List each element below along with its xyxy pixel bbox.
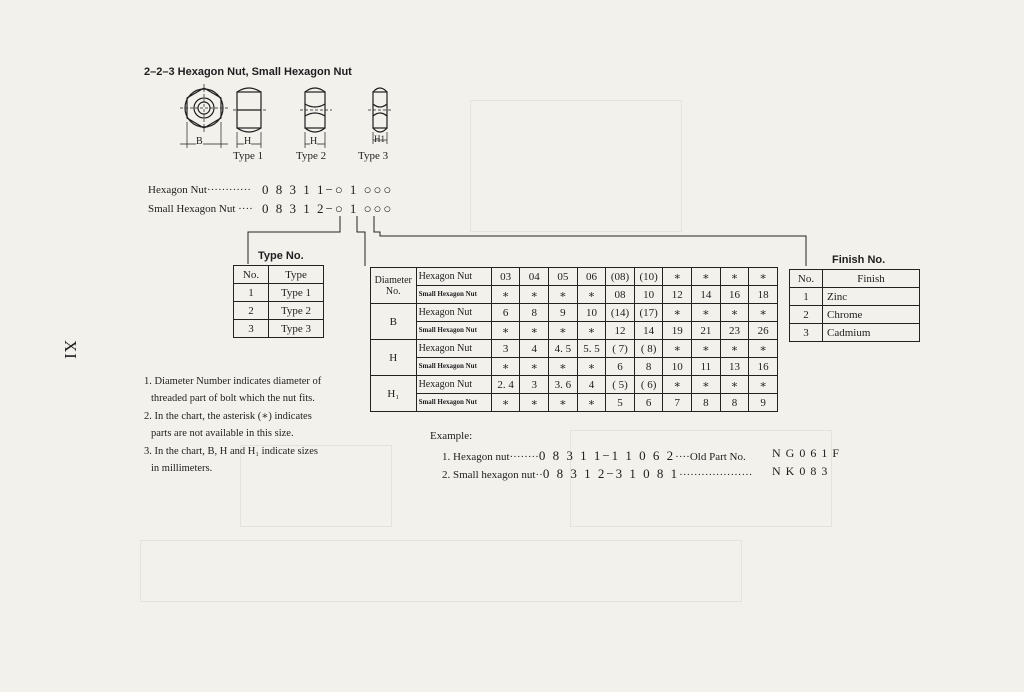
diameter-table: [370, 267, 778, 412]
section-title: 2–2–3 Hexagon Nut, Small Hexagon Nut: [144, 66, 352, 78]
finish-no-cell: 1: [790, 288, 823, 306]
diameter-cell: ∗: [520, 358, 549, 376]
diameter-cell: 18: [749, 286, 778, 304]
diameter-cell: 3. 6: [549, 376, 578, 394]
hexagon-nut-code-label: Hexagon Nut············: [148, 184, 251, 196]
diameter-cell: ∗: [692, 304, 721, 322]
diameter-cell: ∗: [549, 286, 578, 304]
small-hexagon-nut-row-label: Small Hexagon Nut: [416, 358, 491, 376]
small-hexagon-nut-row-label: Small Hexagon Nut: [416, 286, 491, 304]
note-3b: in millimeters.: [151, 463, 213, 474]
example-1-code: 0 8 3 1 1−1 1 0 6 2: [538, 448, 676, 463]
diameter-cell: ∗: [663, 304, 692, 322]
type-no-cell: 2: [234, 302, 269, 320]
hexagon-nut-row-label: Hexagon Nut: [416, 268, 491, 286]
finish-table: [789, 269, 920, 342]
diameter-cell: 14: [634, 322, 663, 340]
type-table-header: [234, 266, 324, 284]
diameter-cell: ∗: [663, 340, 692, 358]
diameter-cell: ∗: [749, 304, 778, 322]
small-hexagon-nut-row-label: Small Hexagon Nut: [416, 394, 491, 412]
table-row: [234, 320, 324, 338]
diameter-cell: ∗: [577, 286, 606, 304]
diameter-cell: 9: [549, 304, 578, 322]
diameter-cell: 5. 5: [577, 340, 606, 358]
diameter-cell: 04: [520, 268, 549, 286]
small-hexagon-nut-row-label: Small Hexagon Nut: [416, 322, 491, 340]
table-row: [790, 324, 920, 342]
table-row: [371, 322, 778, 340]
diameter-cell: ( 6): [634, 376, 663, 394]
hexagon-nut-row-label: Hexagon Nut: [416, 376, 491, 394]
diameter-cell: ∗: [520, 286, 549, 304]
dimension-group-label: H: [371, 340, 417, 376]
diameter-cell: ∗: [491, 286, 520, 304]
diameter-cell: 4. 5: [549, 340, 578, 358]
diameter-cell: ∗: [749, 376, 778, 394]
diameter-cell: 06: [577, 268, 606, 286]
diameter-cell: 12: [663, 286, 692, 304]
diameter-cell: (08): [606, 268, 635, 286]
diameter-cell: ∗: [663, 268, 692, 286]
diameter-cell: ∗: [549, 322, 578, 340]
table-row: [371, 268, 778, 286]
diameter-cell: 23: [720, 322, 749, 340]
dim-h1-type3: H1: [374, 134, 385, 144]
diameter-cell: ∗: [692, 340, 721, 358]
table-row: [234, 302, 324, 320]
note-3a: 3. In the chart, B, H and H₁ indicate sizes: [144, 446, 318, 457]
diameter-cell: ∗: [577, 358, 606, 376]
type-table-header-no: No.: [234, 266, 269, 284]
table-row: [234, 284, 324, 302]
diameter-cell: ∗: [549, 358, 578, 376]
finish-no-cell: 2: [790, 306, 823, 324]
diameter-cell: ∗: [692, 268, 721, 286]
hexagon-nut-row-label: Hexagon Nut: [416, 340, 491, 358]
finish-table-title: Finish No.: [832, 254, 886, 266]
finish-no-cell: 3: [790, 324, 823, 342]
dim-h-type1: H: [244, 136, 252, 147]
finish-name-cell: Chrome: [823, 306, 920, 324]
diameter-cell: ∗: [520, 394, 549, 412]
example-1-suffix: ····Old Part No.: [675, 451, 746, 463]
diameter-cell: 4: [520, 340, 549, 358]
hexagon-nut-code: 0 8 3 1 1−○ 1 ○○○: [262, 182, 394, 197]
diameter-cell: 6: [634, 394, 663, 412]
diameter-cell: ∗: [491, 322, 520, 340]
diameter-cell: 5: [606, 394, 635, 412]
finish-table-header-no: No.: [790, 270, 823, 288]
diameter-cell: ∗: [749, 268, 778, 286]
diameter-cell: 8: [692, 394, 721, 412]
type-1-label: Type 1: [233, 150, 264, 162]
diameter-cell: ∗: [720, 376, 749, 394]
type-no-cell: 3: [234, 320, 269, 338]
diameter-cell: ( 7): [606, 340, 635, 358]
type-table: [233, 265, 324, 338]
diameter-cell: 11: [692, 358, 721, 376]
example-line-1: [442, 448, 746, 464]
note-2b: parts are not available in this size.: [151, 428, 294, 439]
dimension-group-label: H₁: [371, 376, 417, 412]
diameter-cell: 05: [549, 268, 578, 286]
table-row: [371, 286, 778, 304]
type-2-label: Type 2: [296, 150, 327, 162]
dim-h-type2: H: [310, 136, 318, 147]
diameter-cell: (10): [634, 268, 663, 286]
corner-no-label: No.: [385, 285, 401, 297]
example-1-label: 1. Hexagon nut········: [442, 451, 539, 463]
diameter-cell: 03: [491, 268, 520, 286]
diameter-cell: 4: [577, 376, 606, 394]
diameter-cell: 19: [663, 322, 692, 340]
diameter-cell: 6: [606, 358, 635, 376]
type-table-header-type: Type: [269, 266, 324, 284]
note-1a: 1. Diameter Number indicates diameter of: [144, 376, 322, 387]
diameter-cell: (17): [634, 304, 663, 322]
diameter-cell: 10: [634, 286, 663, 304]
diameter-cell: 16: [749, 358, 778, 376]
example-line-2: [442, 466, 752, 482]
diameter-cell: ∗: [720, 304, 749, 322]
diameter-cell: 3: [520, 376, 549, 394]
table-row: [371, 376, 778, 394]
diameter-cell: 9: [749, 394, 778, 412]
diameter-cell: ∗: [720, 340, 749, 358]
table-row: [790, 306, 920, 324]
note-1b: threaded part of bolt which the nut fits.: [151, 393, 315, 404]
diameter-cell: ∗: [692, 376, 721, 394]
side-page-label: XI: [60, 340, 80, 360]
diameter-cell: 2. 4: [491, 376, 520, 394]
diameter-cell: ∗: [520, 322, 549, 340]
type-no-cell: 1: [234, 284, 269, 302]
example-2-old-part-no: N K 0 8 3: [772, 464, 829, 478]
diameter-cell: 8: [520, 304, 549, 322]
small-hexagon-nut-code-label: Small Hexagon Nut ····: [148, 203, 253, 215]
hexagon-nut-row-label: Hexagon Nut: [416, 304, 491, 322]
diameter-cell: 08: [606, 286, 635, 304]
diameter-cell: 10: [663, 358, 692, 376]
table-row: [371, 394, 778, 412]
finish-table-header: [790, 270, 920, 288]
diameter-cell: 8: [634, 358, 663, 376]
diameter-cell: 6: [491, 304, 520, 322]
diameter-cell: 14: [692, 286, 721, 304]
note-2a: 2. In the chart, the asterisk (∗) indicates: [144, 411, 312, 422]
example-2-label: 2. Small hexagon nut··: [442, 469, 543, 481]
diameter-cell: 16: [720, 286, 749, 304]
diameter-cell: ∗: [720, 268, 749, 286]
finish-table-header-finish: Finish: [823, 270, 920, 288]
diameter-cell: 12: [606, 322, 635, 340]
example-1-old-part-no: N G 0 6 1 F: [772, 446, 841, 460]
diameter-cell: ∗: [549, 394, 578, 412]
diameter-cell: ∗: [491, 358, 520, 376]
dim-b-label: B: [196, 136, 203, 147]
diameter-cell: 3: [491, 340, 520, 358]
diameter-cell: 10: [577, 304, 606, 322]
example-2-code: 0 8 3 1 2−3 1 0 8 1: [542, 466, 680, 481]
small-hexagon-nut-code: 0 8 3 1 2−○ 1 ○○○: [262, 201, 394, 216]
diameter-cell: ∗: [577, 394, 606, 412]
diameter-cell: ∗: [749, 340, 778, 358]
finish-name-cell: Cadmium: [823, 324, 920, 342]
diameter-cell: ∗: [491, 394, 520, 412]
type-table-title: Type No.: [258, 250, 304, 262]
diameter-cell: ∗: [663, 376, 692, 394]
type-name-cell: Type 3: [269, 320, 324, 338]
diameter-cell: ( 8): [634, 340, 663, 358]
corner-diameter-label: Diameter: [374, 274, 412, 286]
diameter-cell: 21: [692, 322, 721, 340]
example-title: Example:: [430, 430, 473, 442]
diameter-cell: 7: [663, 394, 692, 412]
diameter-cell: (14): [606, 304, 635, 322]
diameter-cell: ( 5): [606, 376, 635, 394]
type-name-cell: Type 1: [269, 284, 324, 302]
table-row: [371, 358, 778, 376]
diameter-no-corner: [371, 268, 417, 304]
diameter-cell: 13: [720, 358, 749, 376]
diameter-cell: 26: [749, 322, 778, 340]
table-row: [371, 304, 778, 322]
diameter-cell: ∗: [577, 322, 606, 340]
finish-name-cell: Zinc: [823, 288, 920, 306]
table-row: [790, 288, 920, 306]
dimension-group-label: B: [371, 304, 417, 340]
table-row: [371, 340, 778, 358]
example-2-suffix: ····················: [679, 469, 753, 481]
type-3-label: Type 3: [358, 150, 389, 162]
type-name-cell: Type 2: [269, 302, 324, 320]
diameter-cell: 8: [720, 394, 749, 412]
